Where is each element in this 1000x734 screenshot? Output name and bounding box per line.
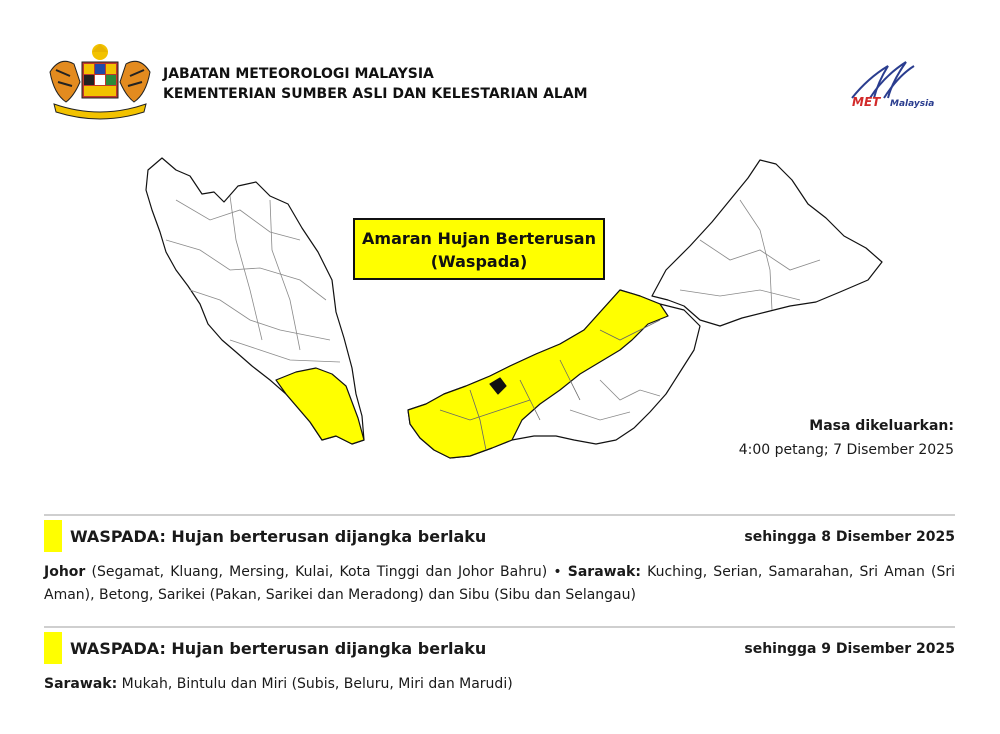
org-name-line1: JABATAN METEOROLOGI MALAYSIA	[163, 66, 434, 82]
warning-areas	[44, 561, 955, 607]
warning-header-row	[44, 516, 955, 552]
warning-section-1	[44, 514, 955, 607]
warning-title: WASPADA: Hujan berterusan dijangka berlaku	[70, 639, 487, 658]
issued-heading: Masa dikeluarkan:	[809, 418, 954, 434]
state-name-sarawak: Sarawak:	[567, 564, 641, 580]
organization-name	[163, 64, 588, 104]
warning-type-label	[353, 218, 605, 280]
johor-areas: (Segamat, Kluang, Mersing, Kulai, Kota Tinggi dan Johor Bahru) •	[85, 564, 568, 580]
sarawak-areas: Mukah, Bintulu dan Miri (Subis, Beluru, Miri dan Marudi)	[117, 676, 513, 692]
warning-until-date: sehingga 9 Disember 2025	[744, 641, 955, 657]
warning-title: WASPADA: Hujan berterusan dijangka berlaku	[70, 527, 487, 546]
state-name-johor: Johor	[44, 564, 86, 580]
issued-time-block	[739, 414, 954, 462]
warning-areas	[44, 673, 955, 696]
warning-until-date: sehingga 8 Disember 2025	[744, 529, 955, 545]
met-malaysia-logo	[848, 58, 954, 110]
malaysia-logo-text: Malaysia	[890, 99, 935, 109]
warning-section-2	[44, 626, 955, 696]
org-name-line2: KEMENTERIAN SUMBER ASLI DAN KELESTARIAN ALAM	[163, 86, 588, 102]
warning-header-row	[44, 628, 955, 664]
warning-type-line2: (Waspada)	[430, 252, 528, 271]
sabah-shape	[652, 160, 882, 326]
met-logo-text: MET	[852, 95, 881, 109]
warning-level-color-bar	[44, 520, 62, 552]
warning-type-line1: Amaran Hujan Berterusan	[362, 229, 596, 248]
issued-time: 4:00 petang; 7 Disember 2025	[738, 442, 954, 458]
sarawak-areas: Kuching, Serian, Samarahan, Sri Aman (Sri Aman), Betong, Sarikei (Pakan, Sarikei dan Meradong) dan Sibu (Sibu dan Selangau)	[44, 564, 956, 603]
malaysia-coat-of-arms-logo	[44, 42, 156, 122]
warning-level-color-bar	[44, 632, 62, 664]
state-name-sarawak: Sarawak:	[44, 676, 118, 692]
